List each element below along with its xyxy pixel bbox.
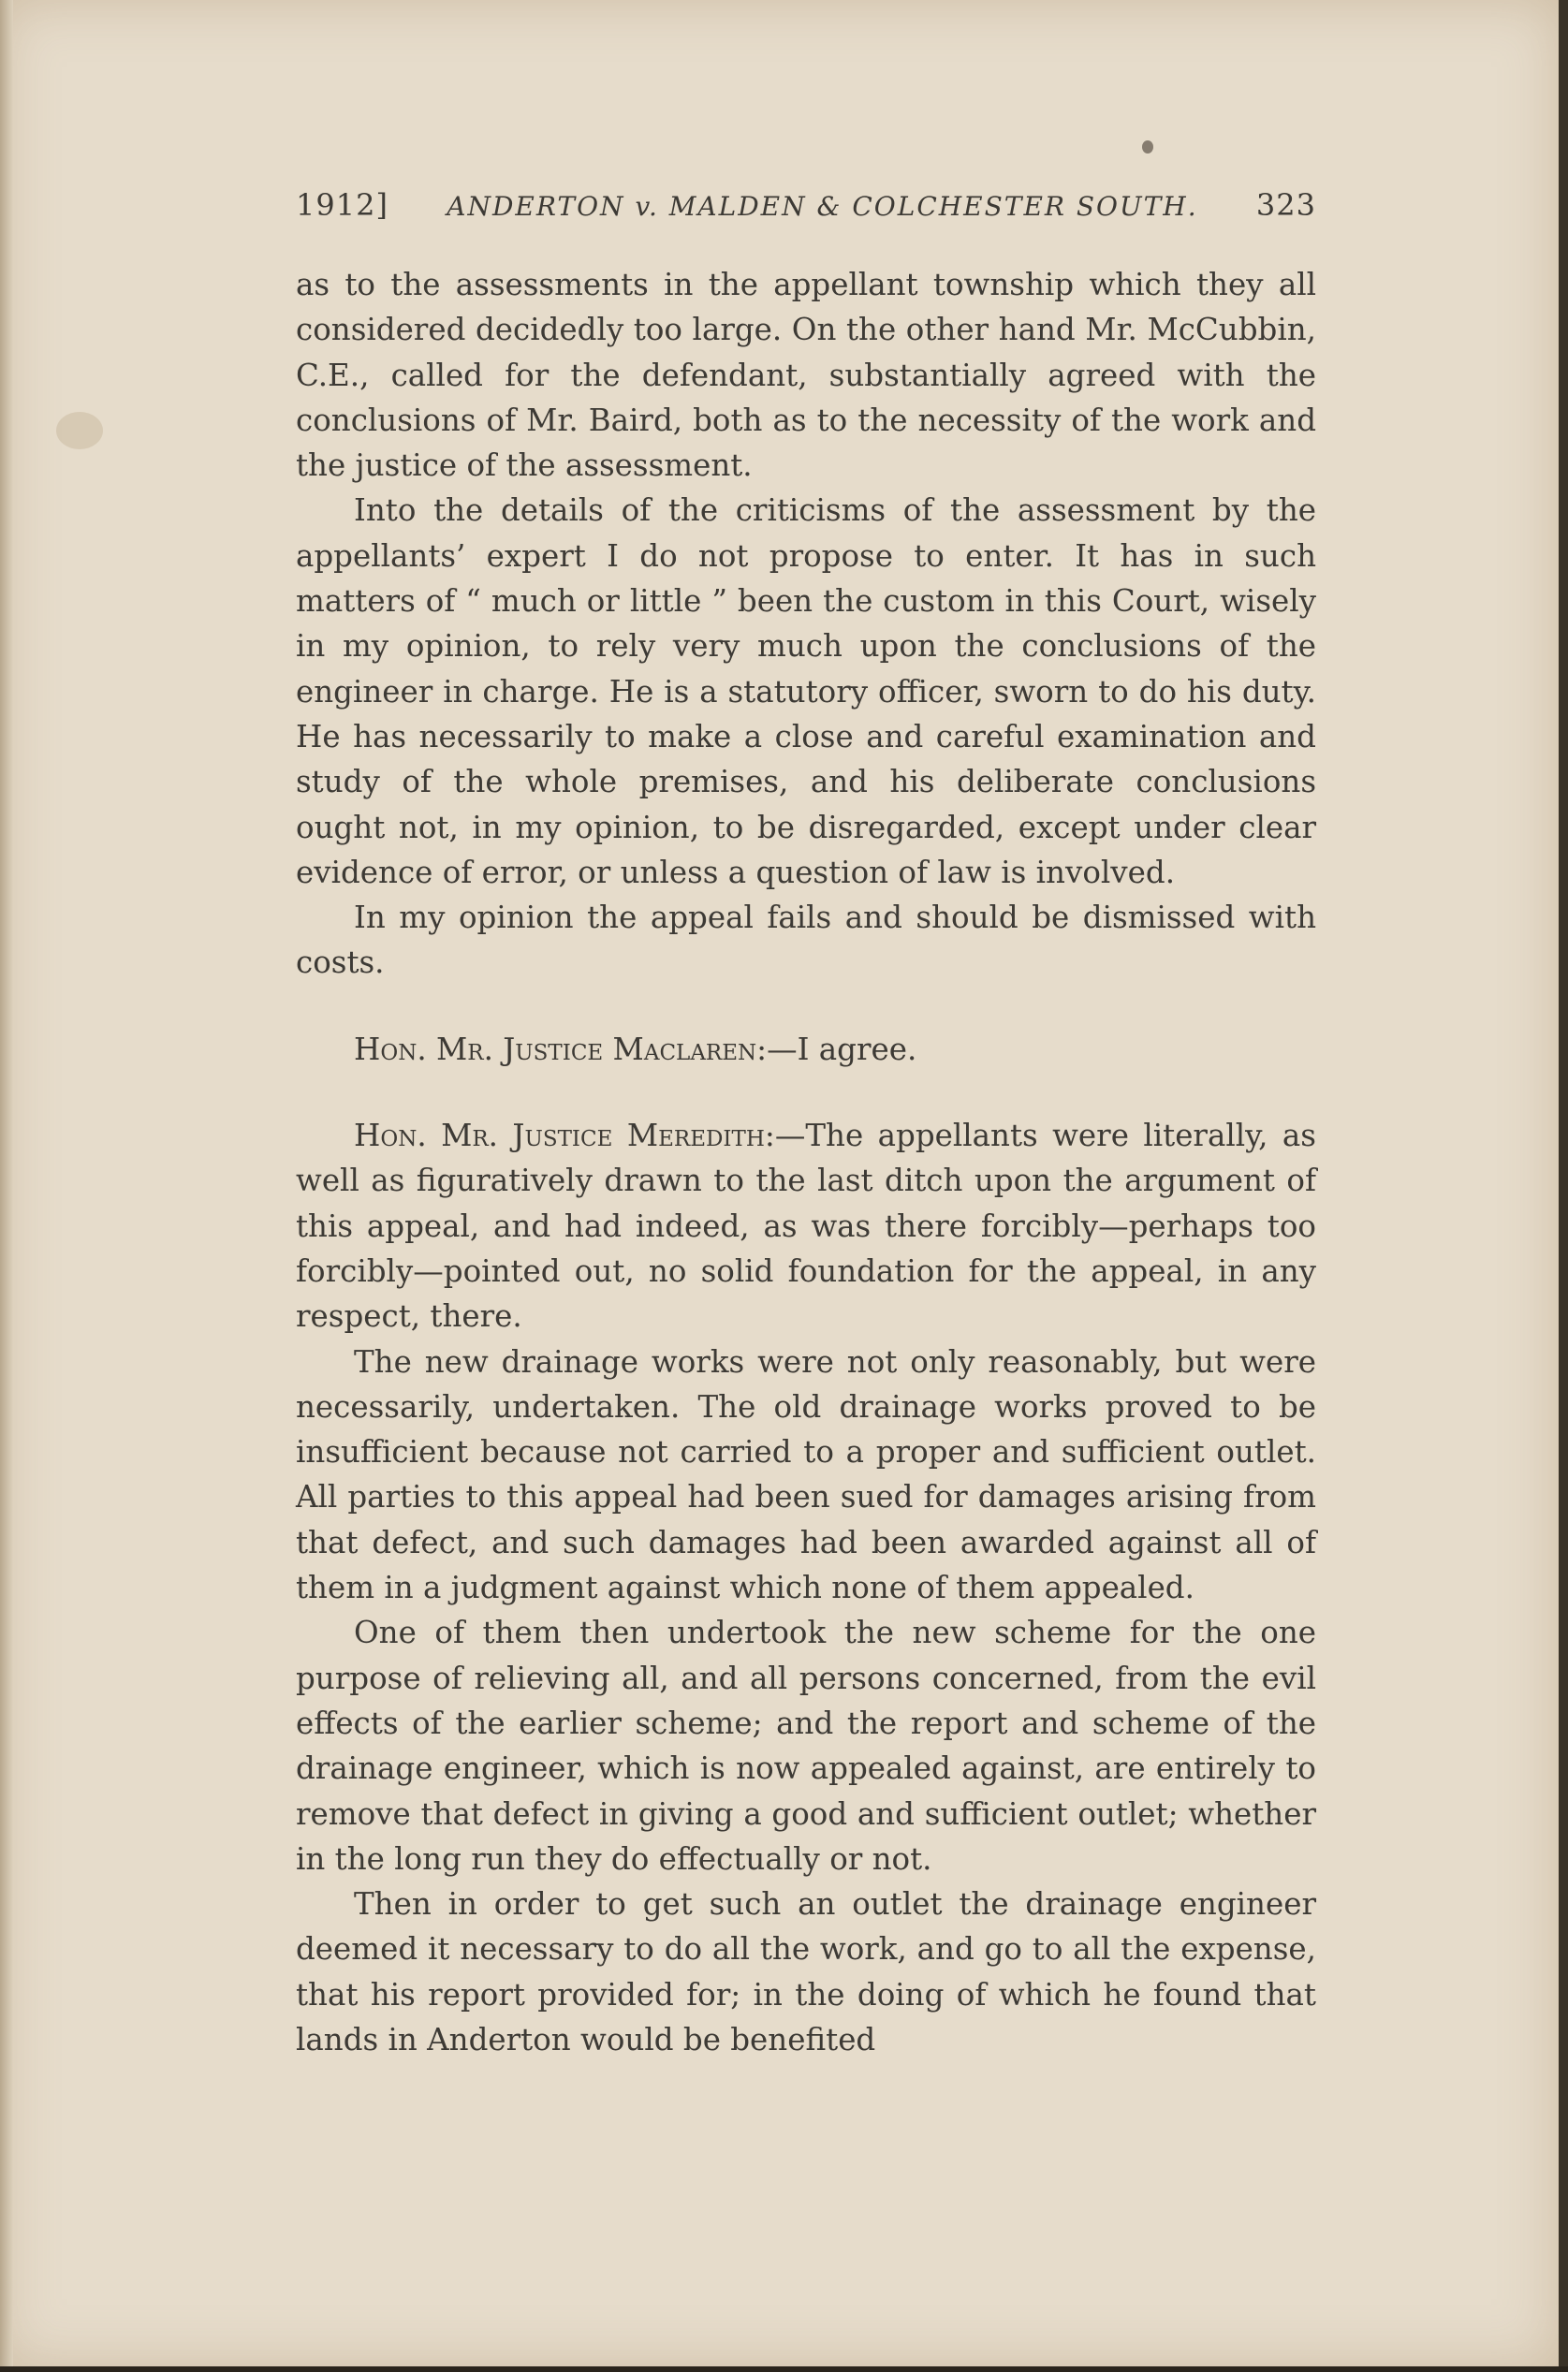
page-bottom-edge	[0, 2366, 1568, 2372]
page-spine-edge	[0, 0, 13, 2366]
header-year: 1912]	[296, 187, 388, 223]
paper-stain	[56, 412, 103, 449]
paragraph-6: The new drainage works were not only reasonably, but were necessarily, undertaken. The old drainage works proved to be insufficient because not carried to a proper and sufficient outlet. All parties to this appeal had been sued for damages arising from that defect, and such damages had been awarded against all of them in a judgment against which none of them appealed.	[296, 1343, 1316, 1606]
header-page-number: 323	[1255, 187, 1316, 223]
paragraph-3: In my opinion the appeal fails and should be dismissed with costs.	[296, 900, 1316, 981]
meredith-text: —The appellants were literally, as well as figuratively drawn to the last ditch upon the argument of this appeal, and had indeed, as was there forcibly—perhaps too forcibly—pointed out, no solid foundation for the appeal, in any respect, there.	[296, 1118, 1316, 1335]
section-gap	[296, 986, 1316, 1027]
running-header	[296, 183, 1316, 229]
paragraph-meredith	[296, 1113, 1316, 1339]
paragraph-7: One of them then undertook the new scheme for the one purpose of relieving all, and all persons concerned, from the evil effects of the earlier scheme; and the report and scheme of the drainage engineer, which is now appealed against, are entirely to remove that defect in giving a good and sufficient outlet; whether in the long run they do effectually or not.	[296, 1615, 1316, 1877]
judge-name-meredith: Hon. Mr. Justice Meredith:	[354, 1118, 775, 1154]
section-gap	[296, 1072, 1316, 1113]
paragraph-8: Then in order to get such an outlet the drainage engineer deemed it necessary to do all the work, and go to all the expense, that his report provided for; in the doing of which he found that lands in Anderton would be benefited	[296, 1886, 1316, 2057]
paragraph-2: Into the details of the criticisms of the assessment by the appellants’ expert I do not propose to enter. It has in such matters of “ much or little ” been the custom in this Court, wisely in my opinion, to rely very much upon the conclusions of the engineer in charge. He is a statutory officer, sworn to do his duty. He has necessarily to make a close and careful examination and study of the whole premises, and his deliberate conclusions ought not, in my opinion, to be disregarded, except under clear evidence of error, or unless a question of law is involved.	[296, 492, 1316, 890]
maclaren-text: —I agree.	[767, 1031, 917, 1067]
judge-name-maclaren: Hon. Mr. Justice Maclaren:	[354, 1031, 768, 1067]
header-case-title: ANDERTON v. MALDEN & COLCHESTER SOUTH.	[447, 191, 1198, 222]
page-text	[296, 183, 1316, 2062]
paragraph-maclaren	[296, 1027, 1316, 1072]
paragraph-1: as to the assessments in the appellant township which they all considered decidedly too large. On the other hand Mr. McCubbin, C.E., called for the defendant, substantially agreed with the conclusions of Mr. Baird, both as to the necessity of the work and the justice of the assessment.	[296, 267, 1316, 484]
paper-stain	[1142, 140, 1153, 154]
